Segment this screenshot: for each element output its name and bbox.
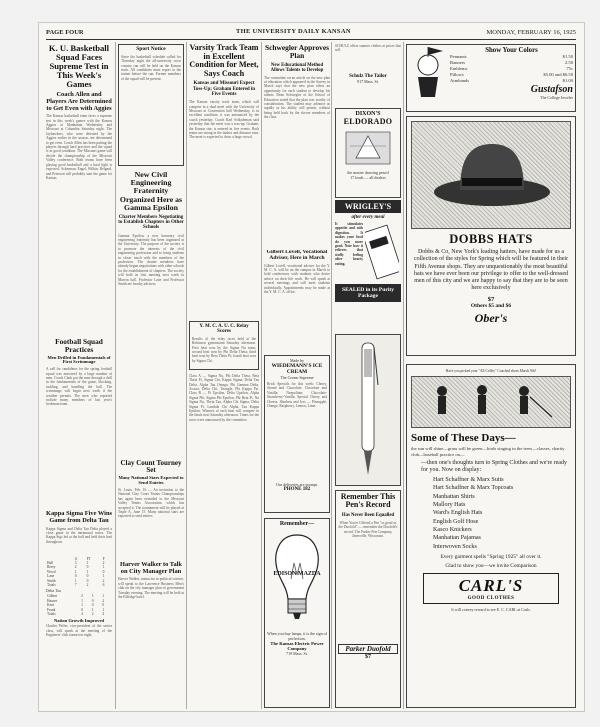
ad-subtitle: The College Jeweler xyxy=(540,95,573,100)
column-divider xyxy=(115,42,116,709)
clothing-list-item: Kasco Knickers xyxy=(433,526,472,533)
box-score-cell: 0 xyxy=(86,574,89,579)
carls-logo xyxy=(423,573,559,604)
clothing-list-item: Manhattan Shirts xyxy=(433,493,475,500)
box-score-heading: F xyxy=(102,556,105,561)
ice-cream-ad xyxy=(264,355,330,513)
ad-footer: Our deliveries are prompt. xyxy=(275,482,319,487)
column-divider xyxy=(331,42,332,709)
fountain-pen-icon xyxy=(336,335,400,485)
box-score-cell: Hall xyxy=(47,561,54,566)
price-item: Armbands xyxy=(450,78,470,83)
box-score-heading: FT xyxy=(86,556,91,561)
ad-lead: Remember— xyxy=(279,521,315,527)
box-score-cell: 2 xyxy=(102,561,105,566)
section-headline: Kappa Sigma Five Wins Game from Delta Tau xyxy=(46,510,112,524)
article-body: The Kansas basketball team faces a supreme test in this week's games with the Kansas Aggies at Manhattan Wednesday and Missouri at Columbia Saturday night. The Jayhawkers, who were defeated by the Aggies earlier in the season, are determined to get even. Coach Allen has been putting the players through hard practices and the squad is in good condition. The Missouri game will decide the championship of the Missouri Valley conference. Both teams have been playing good basketball and a hard fight is expected. Ackerman, Engel, Wilkin, Belgard, and Peterson will probably start the game for Kansas. xyxy=(46,114,112,180)
subheadline: Coach Allen and Players Are Determined to Get Even with Aggies xyxy=(46,91,112,112)
relay-title: Y. M. C. A. U. C. Relay Scores xyxy=(199,324,249,335)
article-body: Harver Walker, instructor in political science, will speak to the Lawrence Business Men's club on the city manager plan of government Tuesday evening. The meeting will be held at the Eldridge hotel. xyxy=(118,577,184,599)
ad-brand: Parker Duofold xyxy=(338,644,398,654)
edison-mazda-ad xyxy=(264,518,330,708)
ad-brand: WRIGLEY'S xyxy=(335,200,401,213)
box-score-team: Delta Tau xyxy=(46,589,61,594)
column-2 xyxy=(118,44,184,708)
golfers-illustration xyxy=(411,376,571,428)
box-score-cell: 2 xyxy=(86,583,89,588)
box-score-cell: Frank xyxy=(47,607,56,612)
box-score-table xyxy=(46,557,112,588)
headline: K. U. Basketball Squad Faces Supreme Test in This Week's Games xyxy=(48,44,110,90)
ad-brand: Ober's xyxy=(474,310,508,325)
article-body: The committee on an article on the new plan of education which appeared in the Survey in March says that the new plan offers an opportunity for each student to develop his talents. Dean Schwegler of the School of Education stated that the plan was worthy of consideration. The student may advance as rapidly as his ability will permit, without being held back by the slower members of the class. xyxy=(264,75,330,120)
schulz-ad xyxy=(335,44,401,106)
box-score-cell: 1 xyxy=(102,594,105,599)
box-score-cell: 1 xyxy=(81,598,83,603)
ad-intro: the sun will shine—grass will be green—birds singing in the trees—classes, charity club—baseball practice on— xyxy=(411,446,565,457)
price-value: $5.00 and $6.50 xyxy=(543,72,573,77)
ad-brand: CARL'S xyxy=(458,575,524,595)
subheadline: Charter Members Negotiating to Establish Chapters in Other Schools xyxy=(118,214,184,231)
masthead-rule xyxy=(46,39,576,40)
ad-brand-sub: GOOD CLOTHES xyxy=(467,595,515,601)
ad-footer: It will convey reward to see E. C. CARL at Carls. xyxy=(451,606,531,612)
headline: New Civil Engineering Fraternity Organized Here as Gamma Epsilon xyxy=(119,170,183,212)
clothing-list-item: Hart Schaffner & Marx Topcoats xyxy=(433,485,514,492)
box-score-cell: Totals xyxy=(47,583,56,588)
parker-pen-ad xyxy=(335,490,401,708)
column-4-top xyxy=(264,44,330,244)
box-score-cell: 2 xyxy=(102,578,105,583)
box-score-cell: Hauser xyxy=(47,598,58,603)
box-score-heading: G xyxy=(74,556,78,561)
column-3 xyxy=(189,44,259,708)
ad-body: It stimulates appetite and aids digestion. It makes your food do you more good. Note how it relieves that stuffy feeling after hearty eating. xyxy=(335,222,363,266)
article-body: Charles Peffer, vice-president of the senior class, will speak at the meeting of the Engineers' club tomorrow night. xyxy=(46,624,112,638)
ad-address: 917 Mass. St. xyxy=(357,79,379,84)
ad-caption: Have you picked your "All Colley" Coached shoes March 9th? xyxy=(445,369,537,373)
clothing-list-item: English Golf Hose xyxy=(433,518,479,525)
ad-product: ELDORADO xyxy=(343,117,393,126)
column-1 xyxy=(46,44,112,708)
headline: Varsity Track Team in Excellent Condition for Meet, Says Coach xyxy=(189,44,259,78)
box-score-cell: 6 xyxy=(102,583,105,588)
box-score-cell: Wood xyxy=(47,569,56,574)
column-divider xyxy=(403,42,404,709)
box-score-cell: Lane xyxy=(47,574,55,579)
issue-date: MONDAY, FEBRUARY 16, 1925 xyxy=(486,29,576,36)
relay-body: Results of the relay races held at the Robinson gymnasium Saturday afternoon. First heat won by the Sigma Nu team; second heat won by Phi Delta Theta; third heat won by Beta Theta Pi; fourth heat won by Sigma Chi. xyxy=(192,336,256,363)
gum-package-icon xyxy=(365,222,399,282)
ad-brand: EDISON MAZDA xyxy=(273,571,321,577)
notice-body: Since the basketball schedule called for Thursday night the all-university cross country run will be held on the Kansas track. All candidates must report to the trainer before the run. Former members of the squad will be present. xyxy=(121,54,181,81)
box-score-cell: 0 xyxy=(86,565,89,570)
wrigley-ad xyxy=(335,200,401,330)
box-score-cell: 0 xyxy=(91,603,94,608)
ad-body: When You're Offered a Pen "as good as the Duofold" — remember the Duofold's record. The Parker Pen Company, Janesville, Wisconsin. xyxy=(338,520,398,538)
price-list xyxy=(450,54,573,84)
clothing-list xyxy=(411,476,571,551)
hat-icon xyxy=(412,122,572,228)
clothing-list-item: Ward's English Hats xyxy=(433,510,483,517)
relay-box xyxy=(189,321,259,370)
clothing-list-item: Interwoven Socks xyxy=(433,543,477,550)
box-score-cell: Totals xyxy=(47,612,56,617)
carls-clothes-ad xyxy=(406,364,576,708)
box-score-cell: 1 xyxy=(86,561,89,566)
masthead xyxy=(46,27,576,39)
column-divider xyxy=(261,42,262,709)
box-score-cell: 1 xyxy=(91,594,94,599)
ad-seal: SEALED in its Purity Package xyxy=(335,284,401,302)
subheadline: Kansas and Missouri Expect Toss-Up; Graham Entered in Five Events xyxy=(192,81,256,97)
ad-brand: Gustafson xyxy=(530,84,573,95)
ad-tagline: When you buy lamps, it is the sign of perfection. xyxy=(267,631,327,641)
fountain-pen-illustration xyxy=(335,334,401,486)
ad-lead: —then one's thoughts turn to Spring Clothes and we're ready for you. Now on display: xyxy=(421,460,567,474)
subheadline: New Educational Method Allows Talents to Develop xyxy=(270,62,324,73)
box-score-cell: 2 xyxy=(81,594,83,599)
golfer-figures-icon xyxy=(412,377,572,427)
box-score-cell: 0 xyxy=(91,598,94,603)
box-score-cell: 1 xyxy=(102,574,105,579)
section-headline: Clay Count Tourney Set xyxy=(120,458,182,474)
dixon-pencil-ad xyxy=(335,108,401,198)
ad-body: SCHULZ offers smarter clothes at prices that sell. xyxy=(335,44,401,53)
ad-brand: Schulz The Tailor xyxy=(349,74,387,79)
box-score-cell: 0 xyxy=(86,578,89,583)
ad-note: 17 leads — all dealers xyxy=(350,175,386,180)
section-subhead: Men Drilled in Fundamentals of First Scrimmage xyxy=(47,354,111,365)
section-headline: Football Squad Practices xyxy=(55,337,103,354)
price-item: Pennants xyxy=(450,54,467,59)
article-body: Kappa Sigma and Delta Tau Delta played a close game in the intramural series. The Kappa Sigs led at the half and held their lead throughout. xyxy=(46,526,112,544)
light-bulb-icon xyxy=(267,529,327,639)
article-body: The Kansas varsity track team, which will compete in a dual meet with the University of Missouri at Convention hall Wednesday, is in excellent condition, it was announced by the coach yesterday. Coach Karl Schlademan said yesterday that the meet was a toss-up. Graham, the Kansas star, is entered in five events. Both teams are strong in the dashes and distance runs. The meet is expected to draw a large crowd. xyxy=(189,100,259,140)
section-headline: Gilbert Lovell, Vocational Adviser, Here in March xyxy=(266,250,328,261)
notice-box xyxy=(118,44,184,166)
box-score-cell: 3 xyxy=(74,561,77,566)
ad-title: Some of These Days— xyxy=(411,432,516,444)
box-score-cell: 1 xyxy=(86,569,89,574)
ad-company: The Kansas Electric Power Company xyxy=(270,641,324,651)
box-score-cell: 2 xyxy=(91,612,94,617)
price-value: $1.50 xyxy=(562,54,573,59)
box-score-cell: Smith xyxy=(47,578,56,583)
box-score-cell: 4 xyxy=(81,612,83,617)
headline: Schwegler Approves Plan xyxy=(265,44,329,60)
ad-price: $7 xyxy=(487,295,495,303)
ad-title: Show Your Colors xyxy=(485,47,538,54)
article-body: St. Louis, Feb. 16 — An invitation to the National Clay Court Tennis Championships has again been extended to the Missouri Valley Tennis Association, which has accepted it. The tournament will be played at Triple A, June 15. Many national stars are expected to send entries. xyxy=(118,487,184,519)
ad-title: DOBBS HATS xyxy=(449,232,533,246)
price-value: 75c xyxy=(566,66,573,71)
relay-results: Class A — Sigma Nu, Phi Delta Theta, Beta Theta Pi, Sigma Chi, Kappa Sigma, Delta Tau Delta, Alpha Tau Omega, Phi Gamma Delta, Acacia, Delta Chi, Triangle, Phi Kappa Psi. Class B — Pi Upsilon, Delta Upsilon, Alpha Sigma Phi, Sigma Phi Epsilon, Phi Beta Pi, Nu Sigma Nu, Theta Tau, Alpha Chi Sigma, Delta Sigma Pi, Lambda Chi Alpha, Tau Kappa Epsilon. Winners of each heat will compete in the finals next Saturday afternoon. Times for the races were announced by the committee. xyxy=(189,373,259,422)
ad-brand: WIEDEMANN'S ICE CREAM xyxy=(271,363,323,375)
page-number: PAGE FOUR xyxy=(46,29,84,36)
ad-tagline: after every meal xyxy=(351,215,385,220)
box-score-cell: Gilbert xyxy=(47,594,58,599)
section-subhead: Many National Stars Expected to Send Entries xyxy=(118,475,184,486)
box-score-cell: 1 xyxy=(81,603,83,608)
column-divider xyxy=(186,42,187,709)
notice-title: Sport Notice xyxy=(136,46,166,52)
box-score-cell: 1 xyxy=(91,607,94,612)
box-score-cell: 1 xyxy=(74,578,77,583)
box-score-row xyxy=(46,612,112,616)
dobbs-hats-ad xyxy=(406,116,576,356)
article-body: A call for candidates for the spring football squad was answered by a large number of men. Coach Clark put the men through a drill in the fundamentals of the game, blocking, tackling, and handling the ball. The scrimmage will begin next week if the weather permits. The men who reported include many members of last year's freshman team. xyxy=(46,367,112,407)
box-score-row xyxy=(46,583,112,587)
paper-title: THE UNIVERSITY DAILY KANSAN xyxy=(236,28,351,35)
box-score-cell: 0 xyxy=(81,607,83,612)
box-score-cell: 4 xyxy=(102,612,105,617)
ad-note: Every garment spells "Spring 1925" all over it. xyxy=(440,553,542,560)
ad-address: 719 Mass. St. xyxy=(286,651,308,656)
clothing-list-item: Mallory Hats xyxy=(433,502,466,509)
ad-list: Brick Specials for this week: Cherry, Strand and Chocolate; Chocolate and Vanilla; Neapolitan; Chocolate-Strawberry-Vanilla; Special Cherry and Cheese. Sherbets and Ices — Pineapple, Orange, Raspberry, Lemon, Lime. xyxy=(267,382,327,409)
box-score-cell: 7 xyxy=(74,583,77,588)
box-score-cell: 0 xyxy=(102,569,105,574)
box-score-cell: 1 xyxy=(102,607,105,612)
ad-body: Dobbs & Co, New York's leading hatters, have made for us a collection of the styles for Spring which will be featured in their Fifth Avenue shops. They are unquestionably the most beautiful hats we have ever been our privilege to offer to the well-dressed men of this city and we are happy to say that they are to be seen here exclusively xyxy=(413,249,569,292)
box-score-cell: 1 xyxy=(74,569,77,574)
article-body: Gamma Epsilon, a new honorary civil engineering fraternity has been organized at the University. The purpose of the society is to promote the interests of the civil engineering profession and to bring students in closer touch with the members of the profession. The charter members have already begun negotiations with other schools for the establishment of chapters. The society will hold its first meeting next week in Marvin hall. Professor Lane and Professor Smith are faculty advisers. xyxy=(118,233,184,287)
ad-tagline: the master drawing pencil xyxy=(347,170,389,175)
clothing-list-item: Hart Schaffner & Marx Suits xyxy=(433,477,504,484)
ad-phone: PHONE 182 xyxy=(283,487,311,492)
price-value: $1.00 xyxy=(562,78,573,83)
section-headline: Nation Growth Improved xyxy=(53,618,105,624)
ad-headline: Remember This Pen's Record xyxy=(340,492,396,510)
box-score-cell: 2 xyxy=(102,598,105,603)
box-score-cell: 1 xyxy=(102,565,105,570)
ad-lead: Made by xyxy=(289,358,305,363)
section-headline: Harver Walker to Talk on City Manager Plan xyxy=(120,560,182,575)
box-score-cell: Kent xyxy=(47,603,54,608)
ad-price: $7 xyxy=(365,653,371,660)
box-score-table xyxy=(46,594,112,616)
article-body: Gilbert Lovell, vocational adviser for the Y. M. C. A. will be on the campus in March to hold conferences with students who desire advice on their life work. He will speak at several meetings and will meet students individually. Appointments may be made at the Y. M. C. A. office. xyxy=(264,263,330,294)
ad-tagline: The Cream Supreme xyxy=(280,375,314,380)
price-item: Pillows xyxy=(450,72,464,77)
ad-others: Others $5 and $6 xyxy=(470,302,512,309)
box-score-cell: Beery xyxy=(47,565,56,570)
price-item: Emblems xyxy=(450,66,468,71)
column-4-article xyxy=(264,250,330,350)
hats-illustration xyxy=(411,121,571,229)
ad-subhead: Has Never Been Equalled xyxy=(341,512,395,518)
box-score-cell: 0 xyxy=(74,574,77,579)
clothing-list-item: Manhattan Pajamas xyxy=(433,535,481,542)
box-score-cell: 2 xyxy=(74,565,77,570)
box-score-cell: 0 xyxy=(102,603,105,608)
ad-comparison: Glad to show you—we invite Comparison xyxy=(445,562,537,569)
ad-brand: DIXON'S xyxy=(355,111,381,117)
pencil-illustration-icon xyxy=(340,128,396,168)
gustafson-ad xyxy=(406,44,576,112)
price-item: Banners xyxy=(450,60,466,65)
price-value: 2.50 xyxy=(564,60,573,65)
pennant-figure-icon xyxy=(409,47,447,107)
